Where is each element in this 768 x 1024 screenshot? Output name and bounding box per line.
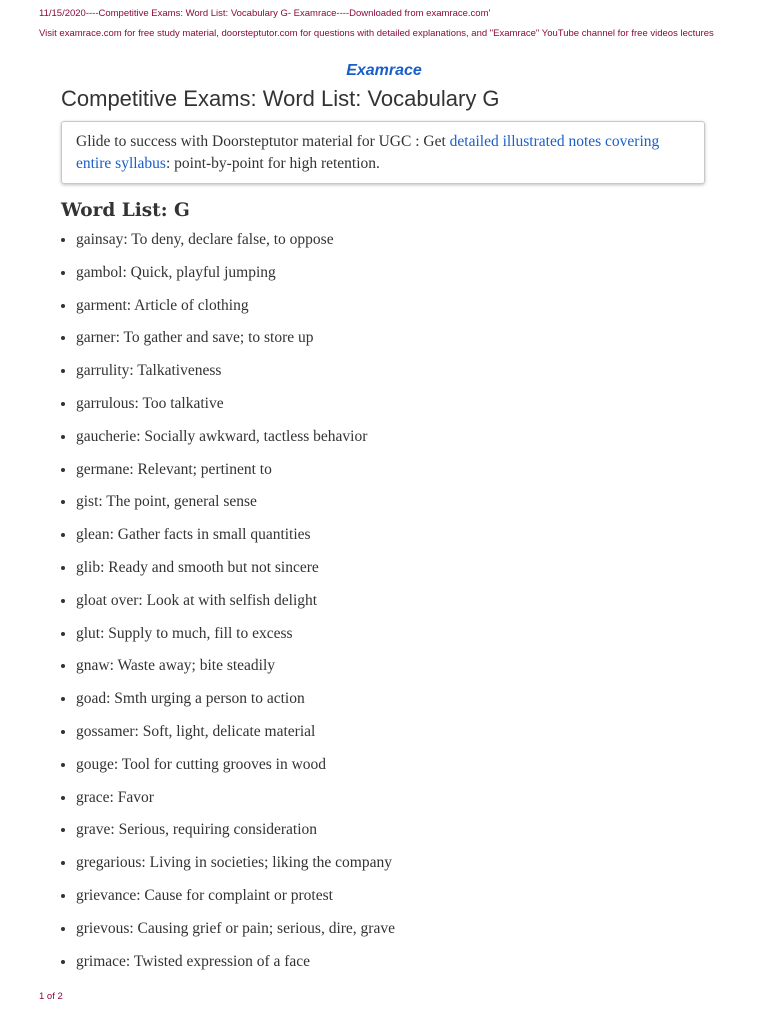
word-entry-text: garrulous: Too talkative — [76, 394, 224, 412]
word-list-item — [60, 556, 395, 589]
word-entry-text: grace: Favor — [76, 788, 154, 806]
word-entry-text: gambol: Quick, playful jumping — [76, 263, 276, 281]
word-list-item — [60, 425, 395, 458]
bullet-icon — [61, 468, 65, 472]
word-list-item — [60, 589, 395, 622]
word-entry-text: germane: Relevant; pertinent to — [76, 460, 272, 478]
word-list-item — [60, 851, 395, 884]
promo-text-before: Glide to success with Doorsteptutor material for UGC : Get — [76, 133, 450, 150]
word-list-item — [60, 458, 395, 491]
bullet-icon — [61, 599, 65, 603]
word-entry-text: gist: The point, general sense — [76, 493, 257, 511]
bullet-icon — [61, 304, 65, 308]
word-entry-text: gregarious: Living in societies; liking the company — [76, 854, 392, 872]
word-entry-text: gouge: Tool for cutting grooves in wood — [76, 755, 327, 773]
word-list-item — [60, 622, 395, 655]
bullet-icon — [61, 796, 65, 800]
word-entry-text: gnaw: Waste away; bite steadily — [76, 657, 276, 675]
word-list-item — [60, 884, 395, 917]
word-list — [60, 228, 395, 982]
bullet-icon — [61, 894, 65, 898]
bullet-icon — [61, 763, 65, 767]
word-list-item — [60, 950, 395, 983]
word-list-item — [60, 654, 395, 687]
promo-notes-link[interactable]: detailed illustrated notes covering entire syllabus — [76, 133, 660, 172]
bullet-icon — [61, 369, 65, 373]
word-list-item — [60, 228, 395, 261]
word-entry-text: garner: To gather and save; to store up — [76, 329, 314, 347]
word-entry-text: gossamer: Soft, light, delicate material — [76, 722, 316, 740]
bullet-icon — [61, 435, 65, 439]
word-entry-text: glean: Gather facts in small quantities — [76, 526, 311, 544]
bullet-icon — [61, 632, 65, 636]
word-list-item — [60, 917, 395, 950]
bullet-icon — [61, 238, 65, 242]
word-list-item — [60, 490, 395, 523]
bullet-icon — [61, 336, 65, 340]
word-entry-text: grave: Serious, requiring consideration — [76, 821, 318, 839]
word-entry-text: grievous: Causing grief or pain; serious, dire, grave — [76, 919, 395, 937]
page-title: Competitive Exams: Word List: Vocabulary G — [61, 86, 500, 111]
word-entry-text: gaucherie: Socially awkward, tactless behavior — [76, 427, 368, 445]
bullet-icon — [61, 533, 65, 537]
word-list-item — [60, 392, 395, 425]
bullet-icon — [61, 960, 65, 964]
bullet-icon — [61, 861, 65, 865]
word-list-item — [60, 818, 395, 851]
brand-logo-text[interactable]: Examrace — [346, 62, 422, 79]
word-list-item — [60, 523, 395, 556]
bullet-icon — [61, 697, 65, 701]
word-entry-text: grievance: Cause for complaint or protest — [76, 886, 333, 904]
bullet-icon — [61, 500, 65, 504]
print-header-date-line: 11/15/2020----Competitive Exams: Word List: Vocabulary G- Examrace----Downloaded from examrace.com' — [39, 8, 491, 19]
bullet-icon — [61, 566, 65, 570]
bullet-icon — [61, 271, 65, 275]
word-entry-text: garrulity: Talkativeness — [76, 362, 222, 380]
word-list-item — [60, 359, 395, 392]
word-entry-text: garment: Article of clothing — [76, 296, 249, 314]
bullet-icon — [61, 664, 65, 668]
word-entry-text: goad: Smth urging a person to action — [76, 690, 305, 708]
bullet-icon — [61, 927, 65, 931]
promo-box — [61, 121, 705, 184]
word-list-item — [60, 326, 395, 359]
word-entry-text: glib: Ready and smooth but not sincere — [76, 558, 319, 576]
word-list-item — [60, 720, 395, 753]
bullet-icon — [61, 402, 65, 406]
word-entry-text: gainsay: To deny, declare false, to oppose — [76, 231, 334, 248]
word-list-item — [60, 261, 395, 294]
word-entry-text: glut: Supply to much, fill to excess — [76, 624, 293, 642]
word-entry-text: grimace: Twisted expression of a face — [76, 952, 311, 970]
bullet-icon — [61, 828, 65, 832]
word-list-item — [60, 687, 395, 720]
print-header-visit-line: Visit examrace.com for free study material, doorsteptutor.com for questions with detailed explanations, and "Examrace" YouTube channel for free videos lectures — [39, 28, 714, 39]
word-list-item — [60, 294, 395, 327]
word-entry-text: gloat over: Look at with selfish delight — [76, 591, 318, 609]
bullet-icon — [61, 730, 65, 734]
promo-text-after: : point-by-point for high retention. — [165, 155, 380, 172]
page-number: 1 of 2 — [39, 991, 63, 1002]
word-list-item — [60, 753, 395, 786]
word-list-item — [60, 786, 395, 819]
section-heading: Word List: G — [61, 200, 190, 221]
